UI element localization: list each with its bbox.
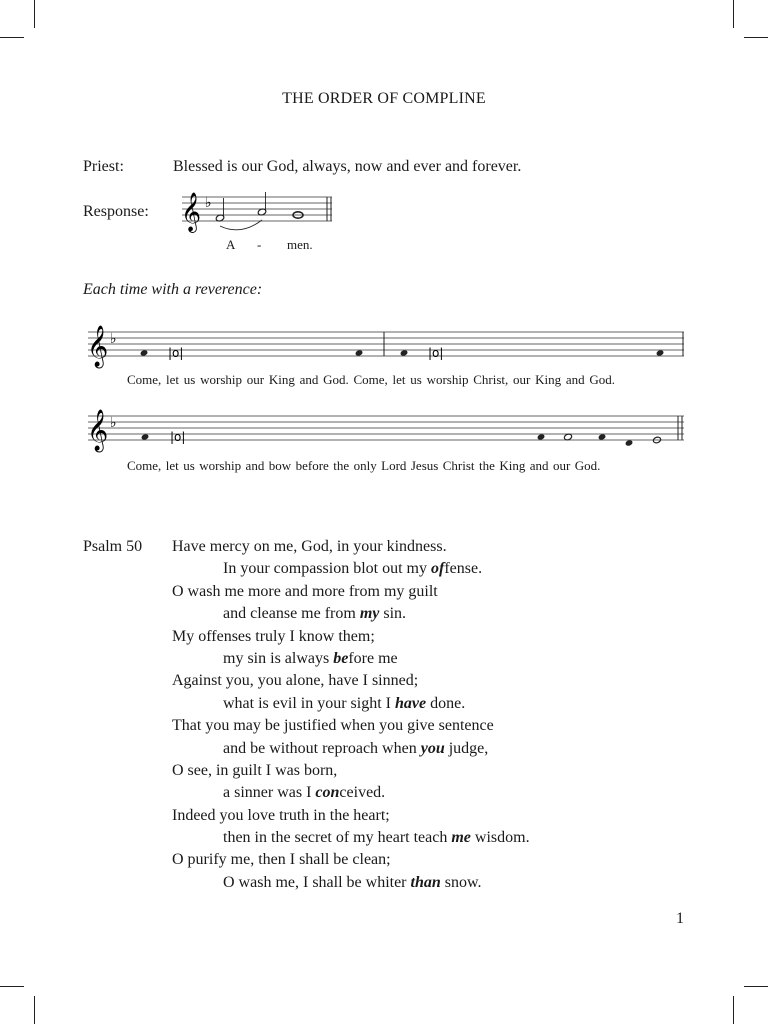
psalm-label: Psalm 50	[83, 538, 143, 555]
psalm-accent-syllable: of	[430, 560, 445, 578]
psalm-line-text: done.	[426, 694, 466, 712]
psalm-line	[172, 581, 530, 603]
response-staff	[178, 192, 338, 232]
page-number: 1	[676, 910, 684, 927]
note	[656, 349, 665, 356]
psalm-line-text: and be without reproach when	[223, 739, 421, 757]
chant-lyrics-2: Come, let us worship and bow before the only Lord Jesus Christ the King and our God.	[127, 458, 601, 473]
psalm-line-text: and cleanse me from	[223, 605, 360, 623]
psalm-line	[172, 536, 530, 558]
psalm-line-text: O purify me, then I shall be clean;	[172, 851, 391, 869]
psalm-line	[172, 648, 530, 670]
chant-lyrics-1: Come, let us worship our King and God. Come, let us worship Christ, our King and God.	[127, 372, 615, 387]
psalm-text	[172, 536, 530, 894]
psalm-line-text: Against you, you alone, have I sinned;	[172, 672, 419, 690]
psalm-line-text: O wash me, I shall be whiter	[223, 873, 411, 891]
breve-note: |o|	[168, 346, 184, 360]
psalm-line	[172, 872, 530, 894]
psalm-line-text: then in the secret of my heart teach	[223, 829, 452, 847]
psalm-line	[172, 827, 530, 849]
crop-mark	[733, 0, 734, 28]
psalm-accent-syllable: me	[451, 829, 471, 847]
psalm-line-text: ceived.	[339, 784, 386, 802]
chant-staff-2	[84, 404, 694, 450]
flat-icon: ♭	[110, 331, 117, 347]
psalm-line	[172, 693, 530, 715]
psalm-line-text: Indeed you love truth in the heart;	[172, 806, 390, 824]
note	[355, 349, 364, 356]
reverence-instruction: Each time with a reverence:	[83, 281, 263, 298]
psalm-line-text: O see, in guilt I was born,	[172, 761, 338, 779]
psalm-line	[172, 626, 530, 648]
note	[141, 433, 150, 440]
psalm-line-text: That you may be justified when you give sentence	[172, 717, 494, 735]
flat-icon: ♭	[205, 195, 212, 211]
psalm-line-text: what is evil in your sight I	[223, 694, 395, 712]
psalm-accent-syllable: you	[420, 739, 445, 757]
psalm-line-text: judge,	[444, 739, 489, 757]
priest-text: Blessed is our God, always, now and ever and forever.	[173, 158, 522, 175]
page-title: THE ORDER OF COMPLINE	[282, 90, 486, 107]
psalm-line-text: snow.	[440, 873, 482, 891]
breve-note: |o|	[428, 346, 444, 360]
crop-mark	[733, 996, 734, 1024]
crop-mark	[0, 986, 24, 987]
chant-staff-1	[84, 320, 694, 366]
psalm-line	[172, 603, 530, 625]
note	[140, 349, 149, 356]
psalm-line-text: In your compassion blot out my	[223, 560, 431, 578]
psalm-line	[172, 715, 530, 737]
psalm-line-text: Have mercy on me, God, in your kindness.	[172, 538, 447, 555]
slur	[220, 220, 262, 230]
psalm-line	[172, 782, 530, 804]
psalm-accent-syllable: my	[359, 605, 380, 623]
psalm-line-text: sin.	[379, 605, 407, 623]
crop-mark	[34, 0, 35, 28]
psalm-line-text: fense.	[444, 560, 483, 578]
psalm-accent-syllable: be	[333, 649, 349, 667]
psalm-line-text: fore me	[348, 649, 398, 667]
response-syllable: -	[257, 237, 262, 252]
crop-mark	[34, 996, 35, 1024]
psalm-line-text: My offenses truly I know them;	[172, 627, 375, 645]
psalm-line-text: wisdom.	[470, 829, 530, 847]
response-label: Response:	[83, 203, 149, 220]
psalm-line-text: my sin is always	[223, 649, 334, 667]
response-syllable: A	[226, 237, 236, 252]
psalm-line	[172, 670, 530, 692]
crop-mark	[744, 986, 768, 987]
response-syllable: men.	[287, 237, 313, 252]
psalm-line	[172, 805, 530, 827]
treble-clef-icon: 𝄞	[181, 192, 202, 232]
note	[537, 433, 546, 440]
psalm-line	[172, 558, 530, 580]
psalm-line	[172, 738, 530, 760]
psalm-accent-syllable: con	[315, 784, 340, 802]
psalm-accent-syllable: have	[394, 694, 427, 712]
psalm-line-text: O wash me more and more from my guilt	[172, 582, 438, 600]
psalm-line	[172, 849, 530, 871]
flat-icon: ♭	[110, 415, 117, 431]
crop-mark	[744, 37, 768, 38]
priest-label: Priest:	[83, 158, 124, 175]
psalm-line	[172, 760, 530, 782]
treble-clef-icon: 𝄞	[87, 326, 109, 367]
psalm-line-text: a sinner was I	[223, 784, 316, 802]
breve-note: |o|	[170, 430, 186, 444]
note	[400, 349, 409, 356]
psalm-accent-syllable: than	[410, 873, 441, 891]
crop-mark	[0, 37, 24, 38]
note	[598, 433, 607, 440]
note	[625, 439, 634, 446]
treble-clef-icon: 𝄞	[87, 410, 109, 451]
